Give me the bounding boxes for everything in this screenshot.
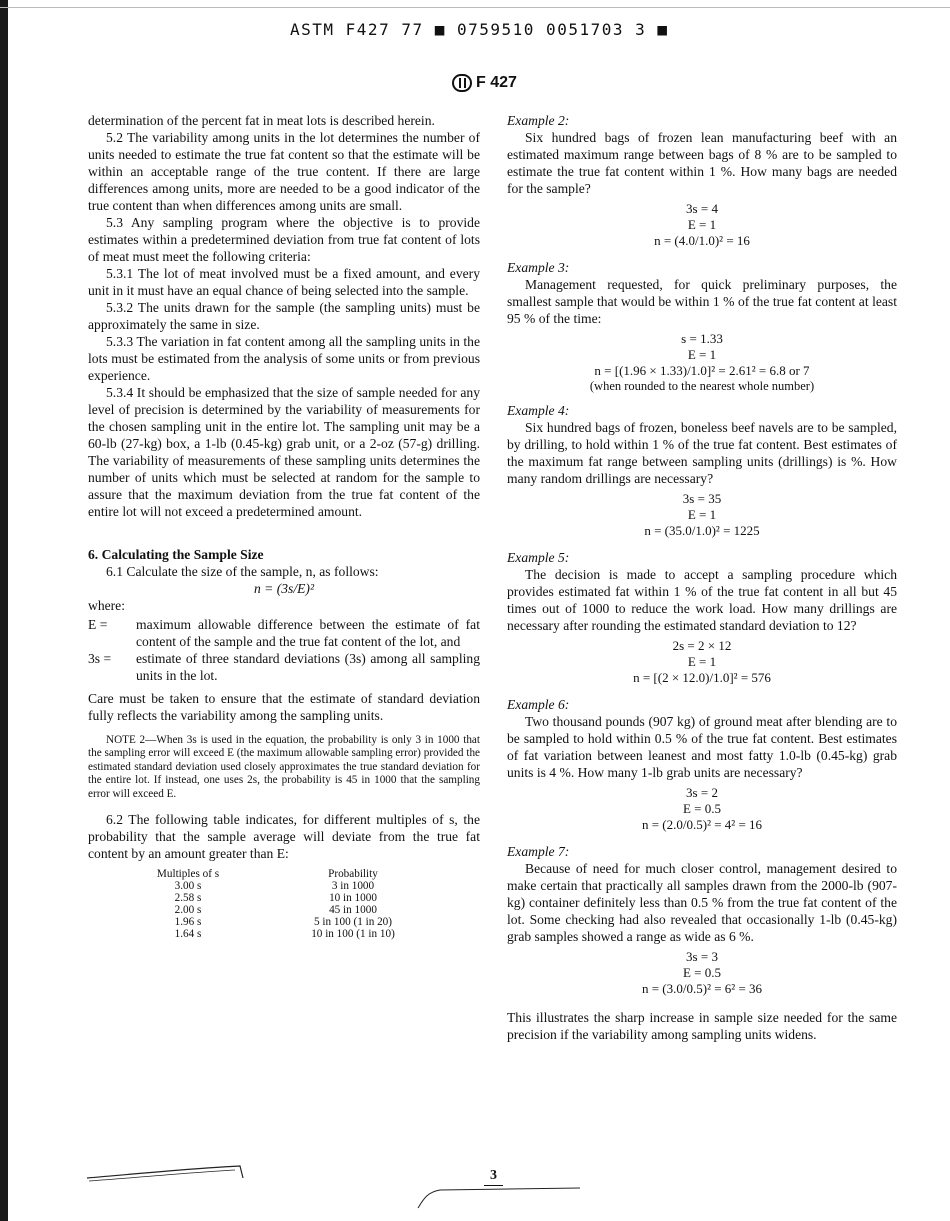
equation-line: E = 0.5	[682, 965, 722, 980]
equation-line: 3s = 4	[686, 201, 718, 216]
paragraph-6-1: 6.1 Calculate the size of the sample, n, as follows:	[106, 564, 379, 579]
table-row	[128, 904, 458, 916]
table-cell: 45 in 1000	[329, 904, 377, 917]
equation-line: E = 1	[687, 507, 717, 522]
example-6-text: Two thousand pounds (907 kg) of ground meat after blending are to be sampled to hold within 0.5 % of the true fat content. Best estimates of fat variation between leanest and most fatty 1.0-lb (0.45-kg) grab units is 4 %. How many 1-lb grab units are necessary?	[507, 714, 897, 780]
paragraph-5-3-3: 5.3.3 The variation in fat content among all the sampling units in the lots must be estimated from the analysis of some units or from previous experience.	[88, 334, 480, 383]
table-row	[128, 880, 458, 892]
example-7-title: Example 7:	[507, 844, 570, 859]
right-column	[507, 112, 897, 1043]
example-6-title: Example 6:	[507, 697, 570, 712]
table-cell: 5 in 100 (1 in 20)	[314, 916, 392, 929]
table-cell: 2.58 s	[174, 892, 202, 905]
equation-line: 3s = 2	[686, 785, 718, 800]
paragraph-care: Care must be taken to ensure that the estimate of standard deviation fully reflects the variability among the sampling units.	[88, 691, 480, 723]
example-7-text: Because of need for much closer control, management desired to make certain that practically all samples drawn from the 2000-lb (907-kg) container definitely less than 0.5 % from the true fat content of the lot. Some checking had also revealed that occasionally 1-lb (0.45-kg) grab samples showed a range as wide as 6 %.	[507, 861, 897, 944]
equation-line: n = (4.0/1.0)² = 16	[654, 233, 750, 248]
equation-line: 2s = 2 × 12	[672, 638, 732, 653]
scan-edge	[0, 0, 8, 1221]
equation-line: E = 1	[687, 654, 717, 669]
table-cell: 10 in 1000	[329, 892, 377, 905]
equation-line: E = 1	[687, 347, 717, 362]
definition-symbol: 3s =	[88, 651, 112, 666]
table-cell: 3 in 1000	[331, 880, 375, 893]
paragraph-5-3-4: 5.3.4 It should be emphasized that the size of sample needed for any level of precision is determined by the variability of measurements for the chosen sampling unit in the entire lot. The sampling unit may be a 60-lb (27-kg) box, a 1-lb (0.45-kg) grab unit, or a 2-oz (57-g) drilling. The variability of measurements of these sampling units determines the number of units which must be selected at random for the sample to assure that the maximum deviation from the true fat content of the entire lot will not exceed a predetermined amount.	[88, 385, 480, 519]
definition-E	[88, 616, 480, 650]
example-3-text: Management requested, for quick preliminary purposes, the smallest sample that would be within 1 % of the true fat content at least 95 % of the time:	[507, 277, 897, 326]
paragraph-5-3-1: 5.3.1 The lot of meat involved must be a fixed amount, and every unit in it must have an equal chance of being selected into the sample.	[88, 266, 480, 298]
document-code: ASTM F427 77 ■ 0759510 0051703 3 ■	[290, 20, 669, 39]
definitions	[88, 616, 480, 684]
paragraph-5-3: 5.3 Any sampling program where the objective is to provide estimates within a predetermined deviation from true fat content of lots of meat must meet the following criteria:	[88, 215, 480, 264]
equation-line: E = 0.5	[682, 801, 722, 816]
table-row	[128, 916, 458, 928]
example-4-text: Six hundred bags of frozen, boneless beef navels are to be sampled, by drilling, to hold within 1 % of the true fat content. Best estimates of the maximum fat range between sampling units (drillings) is %. How many random drillings are necessary?	[507, 420, 897, 486]
paragraph-5-3-2: 5.3.2 The units drawn for the sample (the sampling units) must be approximately the same in size.	[88, 300, 480, 332]
equation-line: n = [(2 × 12.0)/1.0]² = 576	[633, 670, 771, 685]
pen-stroke-left	[85, 1160, 245, 1182]
probability-table	[128, 868, 458, 940]
table-cell: 1.64 s	[174, 928, 202, 941]
equation-line: s = 1.33	[681, 331, 723, 346]
definition-3s	[88, 650, 480, 684]
example-5-text: The decision is made to accept a sampling procedure which provides estimated fat within 1 % of the true fat content in all but 45 times out of 1000 to reduce the work load. How many drillings are necessary after rounding the estimated standard deviation to 12?	[507, 567, 897, 633]
top-rule	[0, 7, 950, 8]
example-4-title: Example 4:	[507, 403, 570, 418]
table-cell: 1.96 s	[174, 916, 202, 929]
section-heading-6: 6. Calculating the Sample Size	[88, 547, 264, 562]
equation-line: E = 1	[687, 217, 717, 232]
table-cell: 3.00 s	[174, 880, 202, 893]
table-cell: 10 in 100 (1 in 10)	[311, 928, 395, 941]
closing-paragraph: This illustrates the sharp increase in sample size needed for the same precision if the variability among sampling units widens.	[507, 1010, 897, 1042]
paragraph-6-2: 6.2 The following table indicates, for different multiples of s, the probability that the sample average will deviate from the true fat content by an amount greater than E:	[88, 812, 480, 862]
table-header-row	[128, 868, 458, 880]
paragraph-5-2: 5.2 The variability among units in the lot determines the number of units needed to estimate the true fat content so that the estimate will be within an acceptable range of the true content. If there are large differences among units, more are needed to be a good indicator of the true content than when differences among units are small.	[88, 130, 480, 213]
where-label: where:	[88, 598, 125, 613]
equation-line: n = [(1.96 × 1.33)/1.0]² = 2.61² = 6.8 or 7	[594, 363, 810, 378]
paragraph-intro: determination of the percent fat in meat lots is described herein.	[88, 113, 435, 128]
astm-logo	[452, 74, 517, 92]
definition-text: estimate of three standard deviations (3s) among all sampling units in the lot.	[136, 651, 480, 683]
sample-size-formula: n = (3s/E)²	[253, 581, 315, 596]
equation-line: 3s = 35	[682, 491, 722, 506]
table-row	[128, 928, 458, 940]
equation-line: n = (3.0/0.5)² = 6² = 36	[641, 981, 763, 996]
equation-line: 3s = 3	[686, 949, 718, 964]
standard-number: F 427	[476, 74, 517, 92]
example-2-text: Six hundred bags of frozen lean manufacturing beef with an estimated maximum range between bags of 8 % are to be sampled to estimate the true fat content within 1 %. How many bags are needed for the sample?	[507, 130, 897, 196]
example-5-title: Example 5:	[507, 550, 570, 565]
table-row	[128, 892, 458, 904]
table-cell: 2.00 s	[174, 904, 202, 917]
note-2: NOTE 2—When 3s is used in the equation, the probability is only 3 in 1000 that the sampling error will exceed E (the maximum allowable sampling error) provided the estimated standard deviation used closely approximates the true standard deviation for the entire lot. If instead, one uses 2s, the probability is 45 in 1000 that the sampling error will exceed E.	[88, 734, 480, 800]
definition-symbol: E =	[88, 617, 108, 632]
table-header: Probability	[328, 868, 378, 881]
equation-note: (when rounded to the nearest whole number)	[589, 379, 815, 393]
example-2-title: Example 2:	[507, 113, 570, 128]
table-header: Multiples of s	[156, 868, 220, 881]
left-column	[88, 112, 480, 940]
astm-logo-icon	[452, 74, 472, 92]
equation-line: n = (2.0/0.5)² = 4² = 16	[641, 817, 763, 832]
equation-line: n = (35.0/1.0)² = 1225	[644, 523, 760, 538]
page-number: 3	[490, 1168, 497, 1183]
example-3-title: Example 3:	[507, 260, 570, 275]
definition-text: maximum allowable difference between the estimate of fat content of the sample and the true fat content of the lot, and	[136, 617, 480, 649]
